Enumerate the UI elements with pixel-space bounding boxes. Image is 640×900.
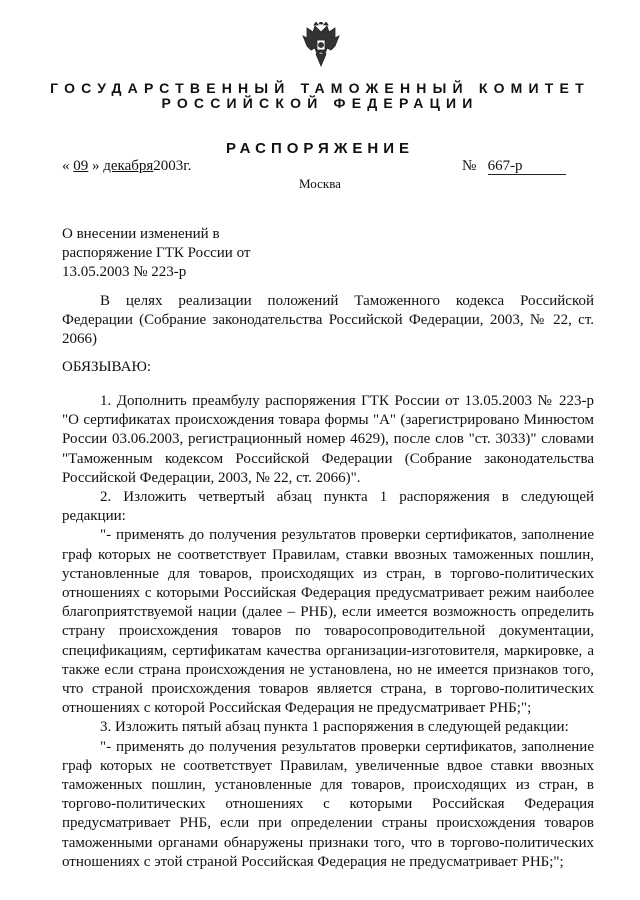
point-3-quote: "- применять до получения результатов проверки сертификатов, заполнение граф которых не соответствует Правилам, увеличенные вдвое ставки ввозных таможенных пошлин, установленные для товаров, происходящих из стран, в торгово-политических отношениях с которыми Российская Федерация предусматривает РНБ, если при определении страны происхождения товаров таможенными органами обнаружены признаки того, что в торгово-политических отношениях с этой страной Российская Федерация не предусматривает РНБ;"; <box>62 738 594 870</box>
document-title: РАСПОРЯЖЕНИЕ <box>225 140 415 157</box>
point-2-quote: "- применять до получения результатов проверки сертификатов, заполнение граф которых не соответствует Правилам, ставки ввозных таможенных пошлин, установленные для товаров, происходящих из стран, в торгово-политических отношениях с которыми Российская Федерация предусматривает режим наиболее благоприятствуемой нации (далее – РНБ), если имеется возможность определить страну происхождения товаров по товаросопроводительной документации, спецификациям, сертификатам качества организации-изготовителя, маркировке, а также если страна происхождения не установлена, но не имеется признаков того, что страной происхождения товаров является страна, в торгово-политических отношениях с которой Российская Федерация не предусматривает РНБ;"; <box>62 527 594 717</box>
point-3: 3. Изложить пятый абзац пункта 1 распоряжения в следующей редакции: <box>100 719 569 736</box>
date-year: 2003г. <box>153 158 192 174</box>
date-month: декабря <box>103 158 154 174</box>
document-number-value: 667-р <box>488 159 566 175</box>
point-1: 1. Дополнить преамбулу распоряжения ГТК России от 13.05.2003 № 223-р "О сертификатах происхождения товара формы "А" (зарегистрировано Минюстом России 03.06.2003, регистрационный номер 4629), после слов "ст. 3033)" словами "Таможенным кодексом Российской Федерации (Собрание законодательства Российской Федерации, 2003, № 22, ст. 2066)". <box>62 393 594 486</box>
city: Москва <box>299 176 341 191</box>
document-number: № 667-р <box>462 158 566 175</box>
org-name-line2: РОССИЙСКОЙ ФЕДЕРАЦИИ <box>161 95 479 111</box>
org-name-line1: ГОСУДАРСТВЕННЫЙ ТАМОЖЕННЫЙ КОМИТЕТ <box>50 80 590 96</box>
document-subject: О внесении изменений в распоряжение ГТК России от 13.05.2003 № 223-р <box>62 226 251 280</box>
date-day: 09 <box>73 158 89 174</box>
point-2: 2. Изложить четвертый абзац пункта 1 распоряжения в следующей редакции: <box>62 489 594 525</box>
obyazyvayu-heading: ОБЯЗЫВАЮ: <box>62 359 152 375</box>
document-points <box>62 392 594 872</box>
coat-of-arms-icon <box>301 22 341 70</box>
preamble-paragraph: В целях реализации положений Таможенного кодекса Российской Федерации (Собрание законодательства Российской Федерации, 2003, № 22, ст. 2066) <box>62 293 594 348</box>
document-date: « 09 » декабря2003г. <box>62 158 192 174</box>
